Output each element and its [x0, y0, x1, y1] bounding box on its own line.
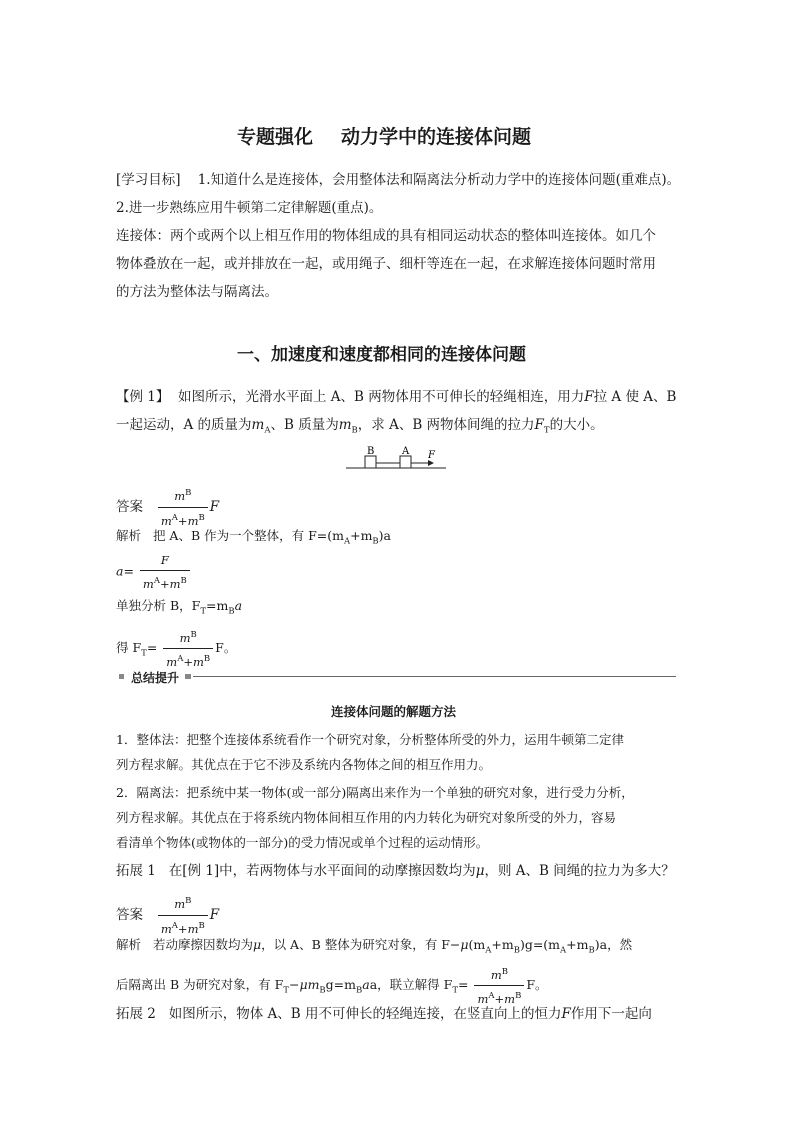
solution1-frac-num: F	[160, 553, 169, 567]
solution1-line4	[116, 626, 236, 671]
summary-heading: 连接体问题的解题方法	[331, 704, 457, 719]
example1-tension: F	[534, 417, 544, 433]
ext1-sol-num-sup: B	[501, 967, 508, 977]
solution1-line3	[116, 597, 242, 621]
solution1-ft-plus: +	[183, 654, 193, 669]
solution1-text1c: )a	[378, 528, 392, 543]
solution1-text1b: +m	[350, 528, 373, 543]
ext1-plus: +	[177, 921, 188, 936]
solution1-text1: 把 A、B 作为一个整体，有 F=(m	[152, 528, 344, 543]
label-f: F	[428, 450, 435, 461]
ext1-sub-a: A	[485, 945, 492, 956]
answer1-num: m	[174, 488, 186, 503]
ext1-sub-a2: A	[560, 945, 567, 956]
ext1-sol-den2: m	[504, 991, 516, 1006]
title-part2: 动力学中的连接体问题	[341, 126, 532, 148]
solution1-line2	[116, 551, 192, 593]
solution1-den1: m	[142, 576, 154, 591]
method1-line2: 列方程求解。其优点在于它不涉及系统内各物体之间的相互作用力。	[116, 757, 492, 772]
ext1-sol-mu: μ	[252, 937, 262, 952]
example1-text-b: 拉 A 使 A、B	[593, 389, 677, 405]
answer1-tail: F	[209, 498, 220, 515]
ext1-sol2f: =	[458, 976, 469, 992]
solution1-sub-a: A	[343, 536, 351, 547]
answer1-label: 答案	[116, 498, 143, 515]
ext1-num-sup: B	[185, 896, 192, 906]
ext1-sol1f: +m	[566, 937, 589, 952]
ext1-sol-fraction	[474, 963, 524, 1008]
solution1-ft-den1-sup: A	[177, 653, 184, 664]
section-heading: 一、加速度和速度都相同的连接体问题	[237, 345, 526, 365]
solution1-sub-t2: T	[141, 648, 147, 659]
objectives-text1: 1.知道什么是连接体，会用整体法和隔离法分析动力学中的连接体问题(重难点)。	[197, 172, 681, 188]
answer1-den1-sup: A	[171, 512, 178, 523]
summary-label: 总结提升	[131, 671, 180, 685]
solution1-line1	[116, 527, 391, 551]
solution1-sub-b2: B	[228, 606, 235, 617]
objectives-label: [学习目标]	[116, 172, 181, 188]
objectives-line2: 2.进一步熟练应用牛顿第二定律解题(重点)。	[116, 200, 383, 216]
example1-text-d: 、B 质量为	[270, 417, 339, 433]
answer1-num-sup: B	[185, 488, 192, 498]
objectives-line1	[116, 171, 680, 190]
ext1-answer-fraction	[158, 892, 208, 939]
ext1-text2: ，则 A、B 间绳的拉力为多大？	[484, 863, 675, 879]
ext2-text: 如图所示，物体 A、B 用不可伸长的轻绳连接，在竖直向上的恒力	[168, 1006, 562, 1022]
method2-line3: 看清单个物体(或物体的一部分)的受力情况或单个过程的运动情形。	[116, 835, 489, 850]
ext1-tail: F	[209, 906, 220, 923]
solution1-fraction-ft	[163, 626, 213, 671]
answer1-den2-sup: B	[198, 512, 205, 523]
ext1-sol-den1-sup: A	[488, 990, 495, 1001]
solution1-text4tail: F。	[215, 639, 237, 655]
summary-marker-left	[119, 674, 124, 679]
method2-line2: 列方程求解。其优点在于将系统内物体间相互作用的内力转化为研究对象所受的外力，容易	[116, 810, 617, 825]
summary-marker-right	[185, 674, 191, 679]
solution1-ft-num: m	[179, 630, 191, 645]
example1-line1	[116, 388, 676, 407]
ext1-num: m	[174, 896, 186, 911]
answer1-den2: m	[187, 513, 199, 528]
ext1-sol1b: ，以 A、B 整体为研究对象，有 F−	[261, 937, 461, 952]
ext1-sol-mu2: μ	[460, 937, 469, 952]
ext1-den2: m	[187, 921, 199, 936]
example1-text-e: ，求 A、B 两物体间绳的拉力	[357, 417, 535, 433]
ext1-den1: m	[160, 921, 172, 936]
ext1-den1-sup: A	[171, 920, 178, 931]
ext2-force: F	[561, 1006, 571, 1022]
block-a	[400, 456, 411, 468]
block-b	[365, 456, 376, 468]
ext1-sol2g: F。	[526, 976, 548, 992]
ext1-sub-b4: B	[356, 985, 363, 996]
page-title	[237, 122, 531, 149]
solution1-ft-den2-sup: B	[203, 653, 211, 664]
solution1-text4a: 得 F	[116, 639, 142, 655]
solution1-a-eq: a=	[116, 563, 134, 579]
solution1-den2: m	[169, 576, 181, 591]
solution1-text3: 单独分析 B，F	[116, 598, 201, 613]
ext2-label: 拓展 2	[116, 1006, 156, 1022]
example1-text-f: 的大小。	[549, 417, 604, 433]
answer1-plus: +	[177, 513, 188, 528]
label-a: A	[402, 446, 410, 457]
answer1-row	[116, 484, 219, 531]
ext1-sol-a: a	[362, 976, 370, 992]
ext1-sub-b: B	[513, 945, 520, 956]
solution1-sub-b: B	[372, 536, 379, 547]
ext1-sol2d: g=m	[325, 976, 357, 992]
ext1-sol1c: (m	[468, 937, 486, 952]
solution1-ft-num-sup: B	[190, 630, 197, 640]
solution1-text3b: =m	[206, 598, 229, 613]
solution1-den1-sup: A	[153, 576, 160, 586]
ext1-sub-t: T	[283, 985, 289, 996]
ext1-question	[116, 862, 675, 881]
example1-sub-t: T	[543, 425, 550, 436]
example1-mass-a: m	[251, 417, 265, 433]
method2-line1: 2．隔离法：把系统中某一物体(或一部分)隔离出来作为一个单独的研究对象，进行受力分析，	[116, 785, 634, 800]
definition-line3: 的方法为整体法与隔离法。	[116, 284, 278, 300]
ext1-sol-num: m	[490, 967, 502, 982]
ext1-solution-line2	[116, 963, 548, 1008]
solution1-fraction-a	[140, 551, 190, 593]
solution1-label: 解析	[116, 528, 142, 543]
example1-force: F	[584, 389, 594, 405]
figure-blocks-horizontal	[340, 444, 452, 472]
ext1-sol1a: 若动摩擦因数均为	[152, 937, 253, 952]
ext1-answer-label: 答案	[116, 906, 143, 923]
ext1-label: 拓展 1	[116, 863, 156, 879]
ext1-sol-den1: m	[477, 991, 489, 1006]
label-b: B	[367, 446, 375, 457]
ext1-sol2a: 后隔离出 B 为研究对象，有 F	[116, 976, 284, 992]
example1-mass-b: m	[338, 417, 352, 433]
method1-line1: 1．整体法：把整个连接体系统看作一个研究对象，分析整体所受的外力，运用牛顿第二定律	[116, 732, 624, 747]
ext1-sol-plus: +	[494, 991, 505, 1006]
solution1-plus: +	[159, 576, 170, 591]
answer1-den1: m	[160, 513, 172, 528]
solution1-ft-den2: m	[192, 654, 204, 669]
ext1-answer-row	[116, 892, 219, 939]
ext1-solution-line1	[116, 936, 632, 960]
solution1-text4b: =	[146, 639, 158, 655]
ext1-mu: μ	[475, 863, 485, 879]
example1-text-c: 一起运动，A 的质量为	[116, 417, 252, 433]
example1-label: 【例 1】	[116, 389, 170, 405]
ext1-sol2b: −	[288, 976, 300, 992]
ext1-sol2e: a，联立解得 F	[369, 976, 453, 992]
ext1-sub-b2: B	[588, 945, 595, 956]
title-part1: 专题强化	[237, 126, 314, 148]
ext1-text: 在[例 1]中，若两物体与水平面间的动摩擦因数均为	[168, 863, 476, 879]
ext1-sub-t2: T	[452, 985, 458, 996]
example1-text-a: 如图所示，光滑水平面上 A、B 两物体用不可伸长的轻绳相连，用力	[177, 389, 585, 405]
ext2-question	[116, 1005, 652, 1024]
definition-line2: 物体叠放在一起，或并排放在一起，或用绳子、细杆等连在一起，在求解连接体问题时常用	[116, 256, 656, 272]
ext1-sol1e: )g=(m	[519, 937, 561, 952]
ext1-sol2c: m	[307, 976, 320, 992]
ext1-sol1g: )a，然	[594, 937, 633, 952]
answer1-fraction	[158, 484, 208, 531]
ext1-sol-mu3: μ	[299, 976, 308, 992]
example1-sub-a: A	[264, 425, 271, 436]
example1-sub-b: B	[351, 425, 358, 436]
definition-line1: 连接体：两个或两个以上相互作用的物体组成的具有相同运动状态的整体叫连接体。如几个	[116, 228, 656, 244]
ext1-sol1d: +m	[491, 937, 514, 952]
ext1-den2-sup: B	[198, 920, 205, 931]
summary-rule	[193, 676, 676, 677]
solution1-text3c: a	[234, 598, 243, 613]
ext1-sol-den2-sup: B	[515, 990, 522, 1001]
solution1-ft-den1: m	[166, 654, 178, 669]
ext2-text2: 作用下一起向	[570, 1006, 652, 1022]
ext1-sol-label: 解析	[116, 937, 142, 952]
summary-divider	[119, 670, 676, 684]
solution1-den2-sup: B	[180, 576, 187, 586]
example1-line2	[116, 416, 604, 441]
ext1-sub-b3: B	[319, 985, 326, 996]
solution1-sub-t: T	[200, 606, 207, 617]
